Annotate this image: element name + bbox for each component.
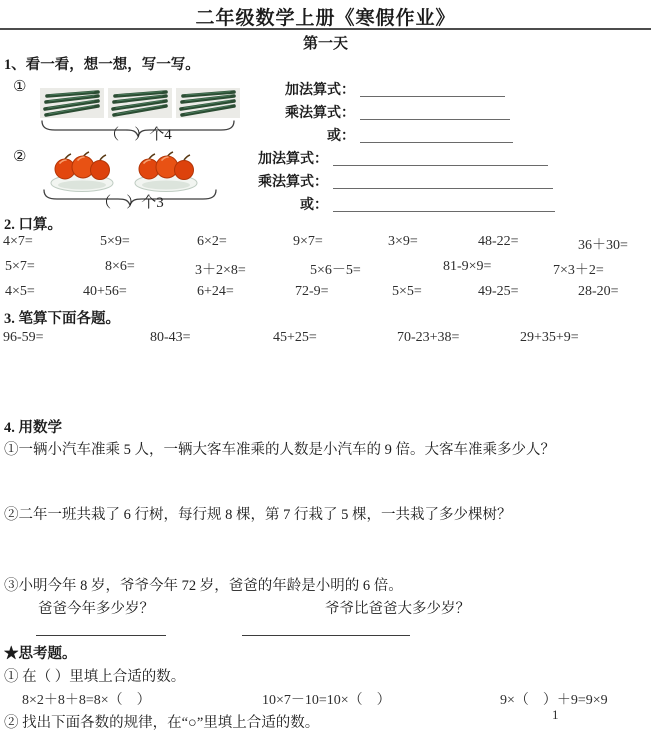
addition-formula-blank [360,80,505,97]
word-problem-3-question-a: 爸爸今年多少岁？ [38,601,154,617]
section3-heading: 3. 笔算下面各题。 [4,311,120,327]
oral-calc-item: 5×7= [5,259,35,274]
oral-calc-item: 3＋2×8= [195,263,246,278]
thinking-q2-heading: ② 找出下面各数的规律，在“○”里填上合适的数。 [4,715,320,731]
oral-calc-item: 4×7= [3,234,33,249]
title-divider [0,28,651,30]
answer-blank-line [36,635,166,636]
word-problem-3-question-b: 爷爷比爸爸大多少岁？ [325,601,470,617]
multiplication-formula-label: 乘法算式： [285,106,355,121]
oral-calc-item: 28-20= [578,284,619,299]
or-formula-blank [333,195,555,212]
thinking-q1-heading: ① 在（ ）里填上合适的数。 [4,669,186,685]
section2-heading: 2. 口算。 [4,217,62,233]
apples-plate-image [46,149,118,193]
oral-calc-item: 81-9×9= [443,259,492,274]
written-calc-item: 29+35+9= [520,330,579,345]
multiplication-formula-blank [333,172,553,189]
pencil-bundle-image [108,88,172,118]
thinking-heading: ★思考题。 [4,646,77,662]
oral-calc-item: 7×3＋2= [553,263,604,278]
problem1-caption: （ ）个4 [104,127,172,143]
oral-calc-item: 5×9= [100,234,130,249]
multiplication-formula-label: 乘法算式： [258,175,328,190]
or-label: 或： [300,198,328,213]
page-title: 二年级数学上册《寒假作业》 [195,8,456,29]
oral-calc-item: 6+24= [197,284,234,299]
answer-blank-line [242,635,410,636]
section1-heading: 1、看一看，想一想，写一写。 [4,57,200,73]
oral-calc-item: 36＋30= [578,238,628,253]
problem1-marker: ① [13,79,27,95]
oral-calc-item: 6×2= [197,234,227,249]
problem2-marker: ② [13,149,27,165]
oral-calc-item: 8×6= [105,259,135,274]
page-subtitle: 第一天 [302,36,348,52]
addition-formula-label: 加法算式： [285,83,355,98]
addition-formula-blank [333,149,548,166]
oral-calc-item: 3×9= [388,234,418,249]
written-calc-item: 45+25= [273,330,317,345]
oral-calc-item: 40+56= [83,284,127,299]
pencil-bundle-image [40,88,104,118]
or-formula-blank [360,126,513,143]
thinking-q2-sequence-start: 1 [552,707,559,722]
oral-calc-item: 49-25= [478,284,519,299]
written-calc-item: 80-43= [150,330,191,345]
problem2-caption: （ ）个3 [96,195,164,211]
fill-blank-item: 9×（ ）＋9=9×9 [500,693,608,708]
oral-calc-item: 5×6－5= [310,263,361,278]
section4-heading: 4. 用数学 [4,420,62,436]
or-label: 或： [327,129,355,144]
oral-calc-item: 5×5= [392,284,422,299]
multiplication-formula-blank [360,103,510,120]
word-problem-1: ①一辆小汽车准乘 5 人，一辆大客车准乘的人数是小汽车的 9 倍。大客车准乘多少人？ [4,442,555,458]
oral-calc-item: 48-22= [478,234,519,249]
written-calc-item: 70-23+38= [397,330,460,345]
fill-blank-item: 10×7－10=10×（ ） [262,693,391,708]
word-problem-3: ③小明今年 8 岁，爷爷今年 72 岁，爸爸的年龄是小明的 6 倍。 [4,578,403,594]
oral-calc-item: 72-9= [295,284,329,299]
fill-blank-item: 8×2＋8＋8=8×（ ） [22,693,151,708]
word-problem-2: ②二年一班共栽了 6 行树，每行规 8 棵，第 7 行栽了 5 棵，一共栽了多少棵树？ [4,507,512,523]
oral-calc-item: 9×7= [293,234,323,249]
apples-plate-image [130,149,202,193]
addition-formula-label: 加法算式： [258,152,328,167]
oral-calc-item: 4×5= [5,284,35,299]
written-calc-item: 96-59= [3,330,44,345]
